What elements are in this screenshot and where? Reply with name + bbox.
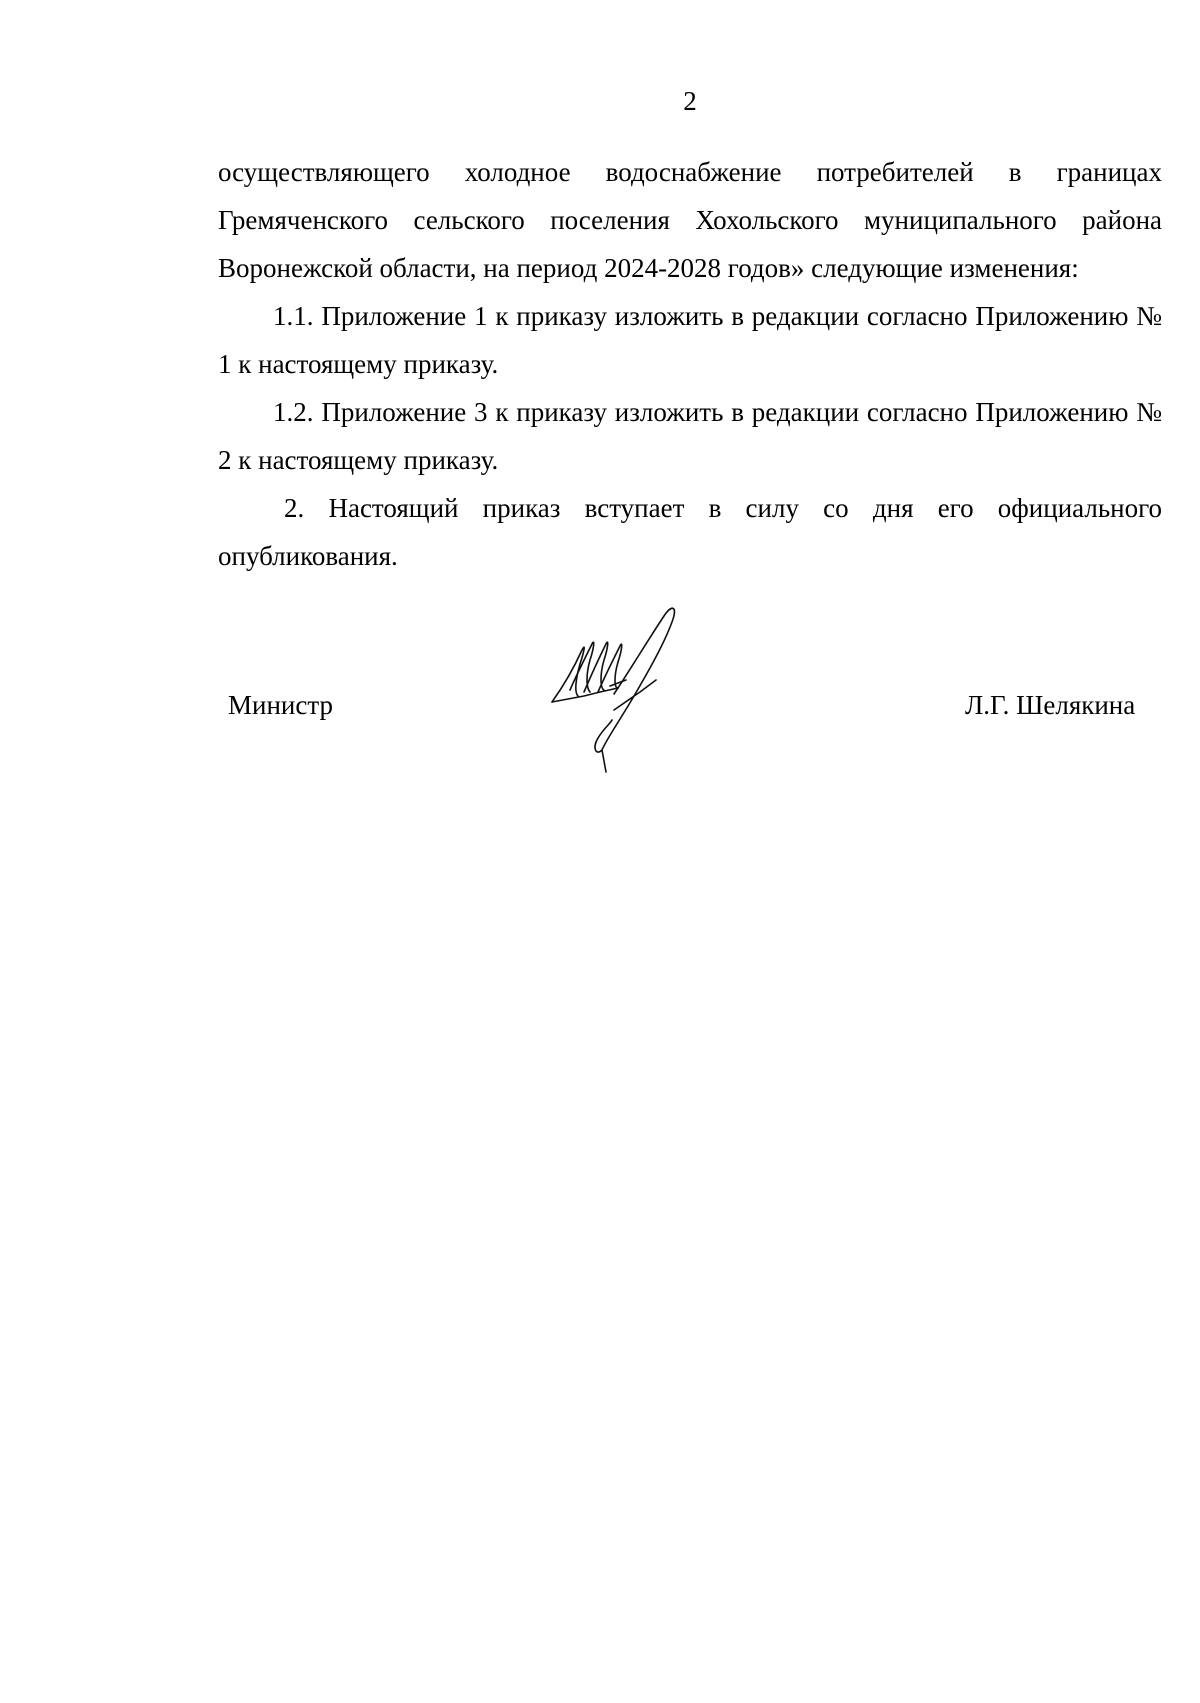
page-number: 2 [683,86,697,116]
paragraph-item-2: 2. Настоящий приказ вступает в силу со дня его официального опубликования. [218,493,1162,571]
paragraph-item-1-1: 1.1. Приложение 1 к приказу изложить в редакции согласно Приложению № 1 к настоящему приказу. [218,301,1162,379]
document-body [218,148,1162,580]
handwritten-signature-icon [540,600,720,780]
signer-name: Л.Г. Шелякина [965,690,1136,720]
paragraph-item-1-2: 1.2. Приложение 3 к приказу изложить в редакции согласно Приложению № 2 к настоящему приказу. [218,397,1162,475]
signer-position: Министр [228,690,333,720]
signature-block [0,600,1200,780]
paragraph-continuation: осуществляющего холодное водоснабжение потребителей в границах Гремяченского сельского поселения Хохольского муниципального района Воронежской области, на период 2024-2028 годов» следующие изменения: [218,157,1162,283]
